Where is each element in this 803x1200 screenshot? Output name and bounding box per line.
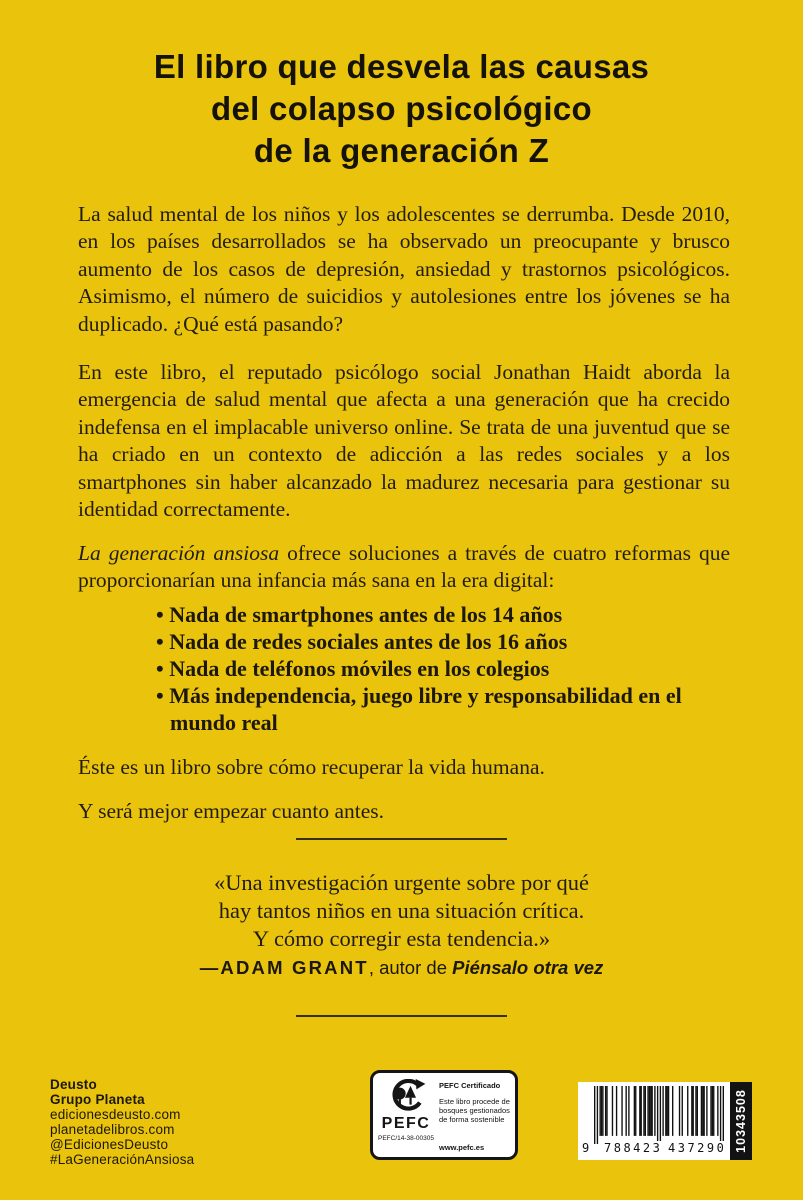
reform-bullet: • Más independencia, juego libre y responsabilidad en el mundo real bbox=[78, 682, 730, 736]
reform-bullet: • Nada de teléfonos móviles en los colegios bbox=[78, 655, 730, 682]
headline-line: de la generación Z bbox=[253, 132, 550, 169]
book-title-italic: La generación ansiosa bbox=[78, 541, 280, 565]
publisher-imprint: Deusto bbox=[50, 1077, 97, 1092]
publisher-block bbox=[50, 1077, 194, 1167]
barcode-side-strip bbox=[730, 1082, 752, 1160]
ean-digit-group: 437290 bbox=[668, 1141, 727, 1155]
quote-attribution bbox=[0, 957, 803, 979]
reforms-intro-text: ofrece soluciones a través de cuatro reformas que proporcionarían una infancia más sana en la era digital: bbox=[78, 541, 730, 593]
pefc-trees-icon bbox=[385, 1079, 427, 1115]
pefc-left-column bbox=[373, 1073, 435, 1157]
reform-bullet: • Nada de redes sociales antes de los 16 años bbox=[78, 628, 730, 655]
barcode-side-number: 10343508 bbox=[734, 1089, 748, 1153]
headline-line: El libro que desvela las causas bbox=[153, 48, 650, 85]
pefc-certified-title: PEFC Certificado bbox=[439, 1081, 501, 1090]
publisher-group: Grupo Planeta bbox=[50, 1092, 145, 1107]
pefc-brand: PEFC bbox=[381, 1115, 431, 1132]
paragraph-reforms-intro bbox=[78, 540, 730, 595]
reform-bullet: • Nada de smartphones antes de los 14 años bbox=[78, 601, 730, 628]
pefc-right-column bbox=[435, 1073, 515, 1157]
publisher-hashtag: #LaGeneraciónAnsiosa bbox=[50, 1152, 195, 1167]
pefc-url: www.pefc.es bbox=[439, 1143, 485, 1152]
quote-line: Y cómo corregir esta tendencia.» bbox=[252, 926, 551, 951]
isbn-barcode bbox=[578, 1082, 752, 1160]
paragraph-mental-health: La salud mental de los niños y los adolescentes se derrumba. Desde 2010, en los países desarrollados se ha observado un preocupante y brusco aumento de los casos de depresión, ansiedad y trastornos psicológicos. Asimismo, el número de suicidios y autolesiones entre los jóvenes se ha duplicado. ¿Qué está pasando? bbox=[78, 202, 730, 336]
closing-statement-2: Y será mejor empezar cuanto antes. bbox=[78, 799, 385, 823]
publisher-website: edicionesdeusto.com bbox=[50, 1107, 181, 1122]
divider-rule bbox=[296, 1015, 507, 1017]
headline-line: del colapso psicológico bbox=[211, 90, 592, 127]
publisher-website: planetadelibros.com bbox=[50, 1122, 175, 1137]
ean-first-digit: 9 bbox=[582, 1141, 590, 1155]
reviewer-book-title: Piénsalo otra vez bbox=[452, 957, 604, 978]
review-quote bbox=[0, 869, 803, 953]
pefc-license-code: PEFC/14-38-00305 bbox=[377, 1135, 434, 1142]
quote-line: hay tantos niños en una situación crítica. bbox=[218, 898, 585, 923]
closing-statement-1: Éste es un libro sobre cómo recuperar la vida humana. bbox=[78, 755, 545, 779]
quote-line: «Una investigación urgente sobre por qué bbox=[213, 870, 590, 895]
attribution-middle: , autor de bbox=[368, 957, 453, 978]
ean-digit-group: 788423 bbox=[604, 1141, 663, 1155]
ean-bars bbox=[594, 1086, 724, 1144]
paragraph-haidt: En este libro, el reputado psicólogo social Jonathan Haidt aborda la emergencia de salud mental que afecta a una generación que ha crecido indefensa en el implacable universo online. Se trata de una juventud que se ha criado en un contexto de adicción a las redes sociales y a los smartphones sin haber alcanzado la madurez necesaria para gestionar su identidad correctamente. bbox=[78, 360, 730, 522]
reforms-list bbox=[78, 601, 730, 736]
publisher-social-handle: @EdicionesDeusto bbox=[50, 1137, 169, 1152]
headline bbox=[0, 46, 803, 172]
pefc-label bbox=[370, 1070, 518, 1160]
pefc-description: Este libro procede de bosques gestionados de forma sostenible bbox=[439, 1097, 510, 1124]
reviewer-name: —ADAM GRANT bbox=[199, 957, 369, 978]
divider-rule bbox=[296, 838, 507, 840]
